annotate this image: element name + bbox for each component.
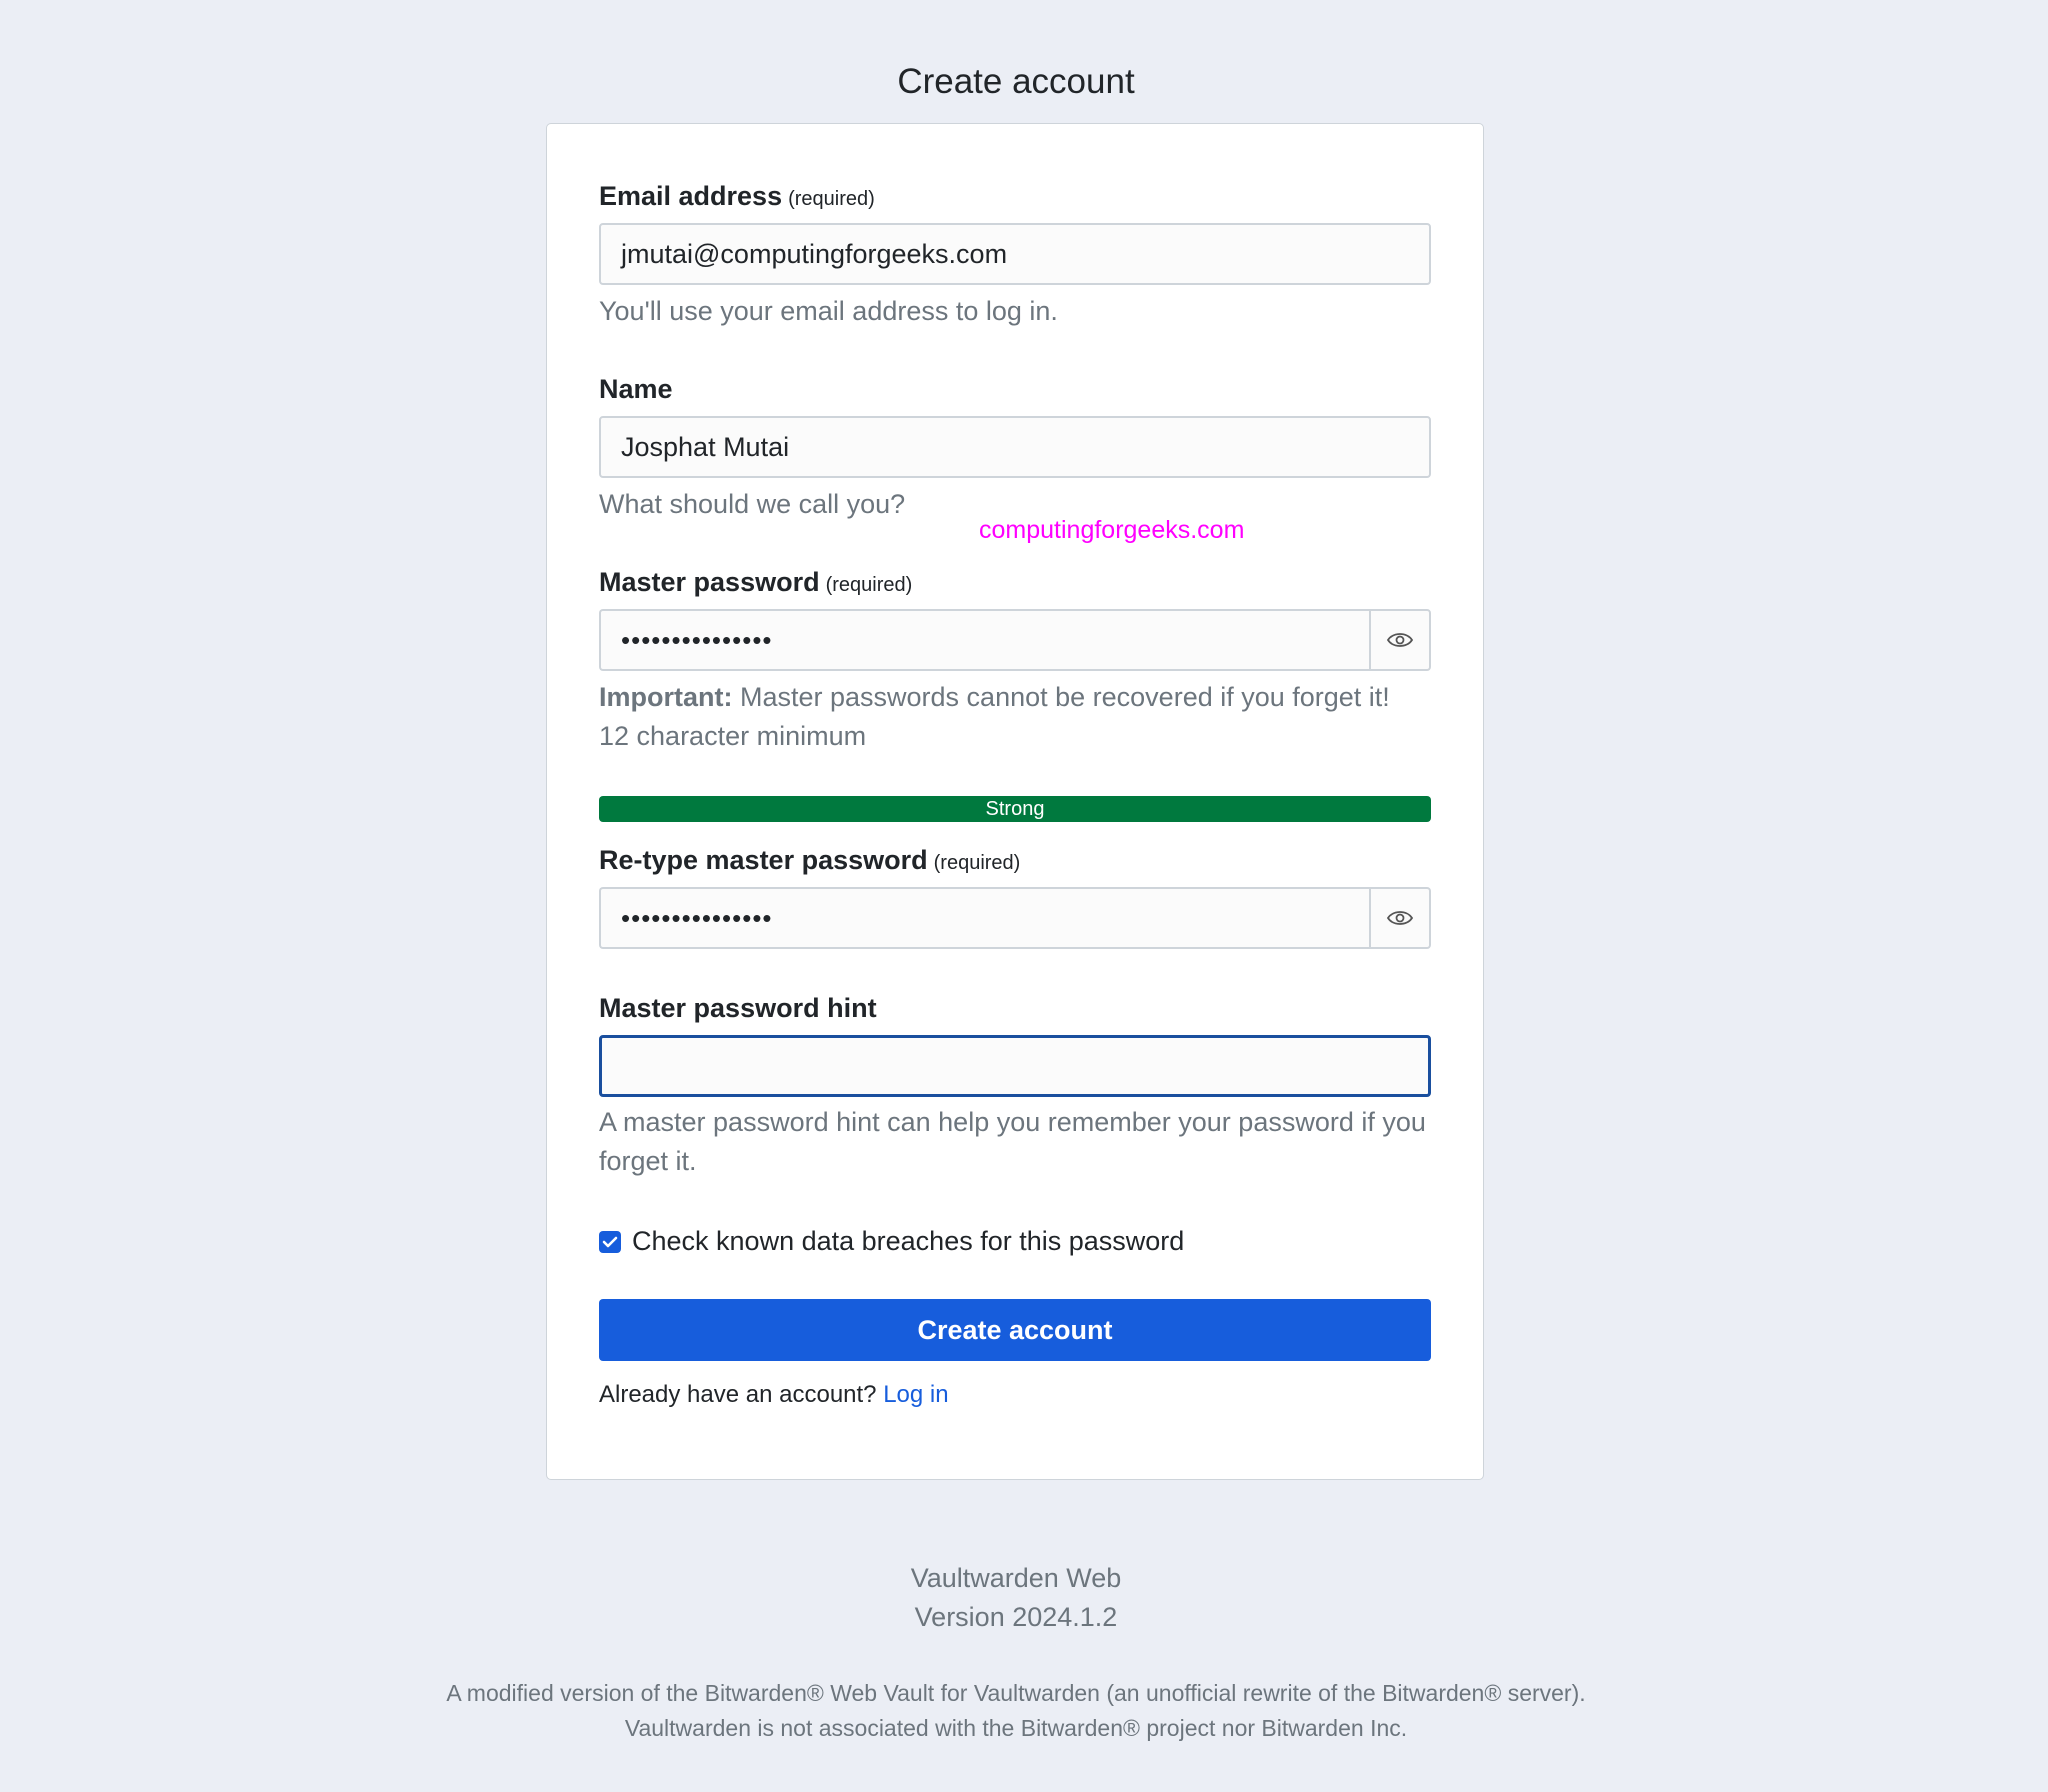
toggle-master-password-visibility-button[interactable]	[1369, 609, 1431, 671]
retype-password-label-text: Re-type master password	[599, 845, 928, 875]
retype-password-group	[599, 887, 1431, 949]
master-password-help-important: Important:	[599, 682, 733, 712]
name-field[interactable]	[599, 416, 1431, 478]
hint-label: Master password hint	[599, 993, 877, 1023]
email-required-note: (required)	[788, 188, 875, 210]
footer-disclaimer-2: Vaultwarden is not associated with the Bitwarden® project nor Bitwarden Inc.	[624, 1715, 1408, 1741]
create-account-button[interactable]	[599, 1299, 1431, 1361]
footer-disclaimer-1: A modified version of the Bitwarden® Web Vault for Vaultwarden (an unofficial rewrite of the Bitwarden® server).	[446, 1680, 1586, 1706]
name-value: Josphat Mutai	[621, 431, 790, 462]
login-prompt-row	[599, 1381, 949, 1409]
breach-check-checkbox[interactable]	[599, 1231, 621, 1253]
checkmark-icon	[602, 1235, 618, 1249]
master-password-label-text: Master password	[599, 567, 820, 597]
retype-password-required-note: (required)	[933, 852, 1021, 874]
retype-password-value: •••••••••••••••	[621, 902, 773, 933]
master-password-field[interactable]	[599, 609, 1369, 671]
eye-icon	[1386, 909, 1414, 927]
breach-check-label: Check known data breaches for this password	[632, 1226, 1185, 1256]
page-title: Create account	[897, 62, 1135, 101]
email-help: You'll use your email address to log in.	[599, 296, 1058, 326]
eye-icon	[1386, 631, 1414, 649]
master-password-required-note: (required)	[825, 574, 913, 596]
email-value: jmutai@computingforgeeks.com	[621, 238, 1008, 269]
master-password-help	[599, 678, 1439, 717]
password-strength-bar	[599, 796, 1431, 822]
master-password-label	[599, 567, 912, 598]
email-label	[599, 181, 875, 212]
footer-app-name: Vaultwarden Web	[910, 1563, 1122, 1593]
toggle-retype-password-visibility-button[interactable]	[1369, 887, 1431, 949]
hint-help: A master password hint can help you remember your password if you forget it.	[599, 1107, 1426, 1176]
master-password-help-text: Master passwords cannot be recovered if you forget it!	[732, 682, 1390, 712]
login-prompt: Already have an account?	[599, 1381, 877, 1408]
breach-check-row[interactable]	[599, 1226, 1184, 1257]
password-strength-label: Strong	[985, 797, 1045, 820]
create-account-card	[546, 123, 1484, 1480]
hint-field[interactable]	[599, 1035, 1431, 1097]
name-label: Name	[599, 374, 673, 404]
create-account-button-label: Create account	[917, 1314, 1113, 1345]
login-link[interactable]: Log in	[883, 1381, 949, 1408]
email-field[interactable]	[599, 223, 1431, 285]
footer-version: Version 2024.1.2	[914, 1602, 1118, 1632]
watermark-text: computingforgeeks.com	[979, 516, 1245, 544]
master-password-value: •••••••••••••••	[621, 624, 773, 655]
retype-password-label	[599, 845, 1020, 876]
email-label-text: Email address	[599, 181, 783, 211]
master-password-group	[599, 609, 1431, 671]
name-help: What should we call you?	[599, 489, 906, 519]
retype-password-field[interactable]	[599, 887, 1369, 949]
master-password-minimum: 12 character minimum	[599, 721, 867, 751]
